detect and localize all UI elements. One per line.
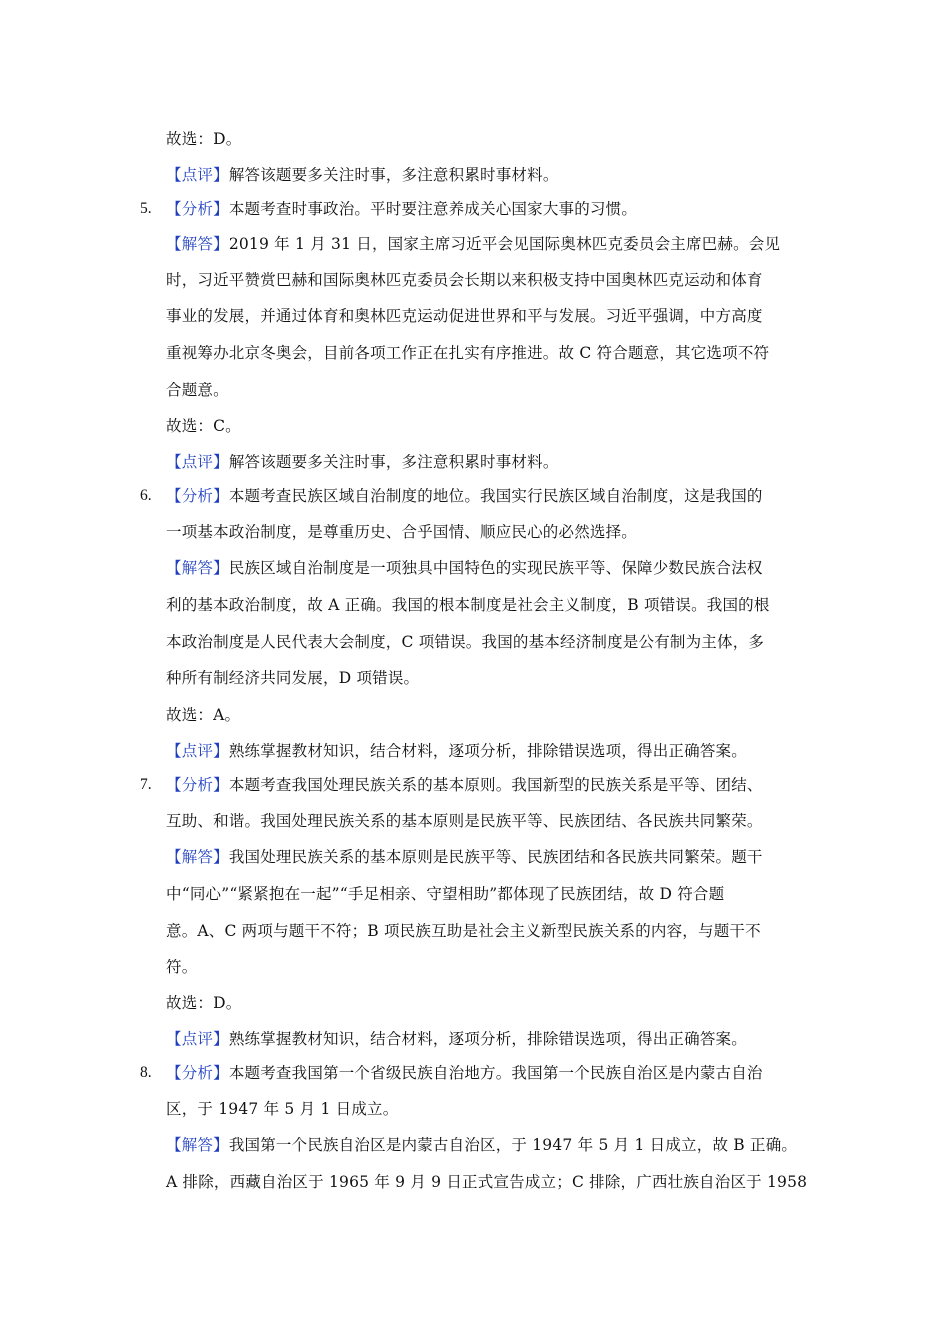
line-text: 互助、和谐。我国处理民族关系的基本原则是民族平等、民族团结、各民族共同繁荣。 — [166, 812, 763, 830]
text-line — [166, 452, 559, 472]
line-text: 2019 年 1 月 31 日，国家主席习近平会见国际奥林匹克委员会主席巴赫。会见 — [228, 235, 781, 253]
question-number: 7. — [140, 776, 152, 793]
line-text: 利的基本政治制度，故 A 正确。我国的根本制度是社会主义制度，B 项错误。我国的根 — [166, 596, 770, 614]
line-text: 本政治制度是人民代表大会制度，C 项错误。我国的基本经济制度是公有制为主体，多 — [166, 633, 765, 651]
text-line — [166, 380, 229, 400]
section-tag: 【分析】 — [166, 487, 229, 505]
line-text: 本题考查时事政治。平时要注意养成关心国家大事的习惯。 — [228, 200, 638, 218]
text-line — [166, 775, 763, 795]
line-text: 事业的发展，并通过体育和奥林匹克运动促进世界和平与发展。习近平强调，中方高度 — [166, 307, 763, 325]
section-tag: 【分析】 — [166, 776, 229, 794]
line-text: 民族区域自治制度是一项独具中国特色的实现民族平等、保障少数民族合法权 — [228, 559, 763, 577]
line-text: 故选：D。 — [166, 130, 242, 148]
text-line — [166, 1063, 763, 1083]
text-line — [166, 705, 240, 725]
section-tag: 【解答】 — [166, 1136, 229, 1154]
line-text: 我国第一个民族自治区是内蒙古自治区，于 1947 年 5 月 1 日成立，故 B 正确。 — [228, 1136, 798, 1154]
line-text: 熟练掌握教材知识，结合材料，逐项分析，排除错误选项，得出正确答案。 — [228, 742, 747, 760]
section-tag: 【分析】 — [166, 1064, 229, 1082]
line-text: 我国处理民族关系的基本原则是民族平等、民族团结和各民族共同繁荣。题干 — [228, 848, 763, 866]
text-line — [166, 129, 241, 149]
text-line — [166, 1135, 797, 1155]
line-text: 区，于 1947 年 5 月 1 日成立。 — [166, 1100, 399, 1118]
line-text: 中“同心”“紧紧抱在一起”“手足相亲、守望相助”都体现了民族团结，故 D 符合题 — [166, 885, 725, 903]
text-line — [166, 165, 559, 185]
text-line — [166, 343, 769, 363]
text-line — [166, 270, 763, 290]
section-tag: 【解答】 — [166, 235, 229, 253]
line-text: 时，习近平赞赏巴赫和国际奥林匹克委员会长期以来积极支持中国奥林匹克运动和体育 — [166, 271, 763, 289]
section-tag: 【点评】 — [166, 453, 229, 471]
question-number: 8. — [140, 1064, 152, 1081]
line-text: 种所有制经济共同发展，D 项错误。 — [166, 669, 420, 687]
line-text: 解答该题要多关注时事，多注意积累时事材料。 — [228, 166, 559, 184]
line-text: 本题考查民族区域自治制度的地位。我国实行民族区域自治制度，这是我国的 — [228, 487, 763, 505]
text-line — [166, 234, 780, 254]
line-text: 符。 — [166, 958, 198, 976]
text-line — [166, 1172, 807, 1192]
text-line — [166, 847, 763, 867]
text-line — [166, 306, 763, 326]
line-text: 熟练掌握教材知识，结合材料，逐项分析，排除错误选项，得出正确答案。 — [228, 1030, 747, 1048]
section-tag: 【解答】 — [166, 848, 229, 866]
text-line — [166, 558, 763, 578]
line-text: 解答该题要多关注时事，多注意积累时事材料。 — [228, 453, 559, 471]
line-text: 意。A、C 两项与题干不符；B 项民族互助是社会主义新型民族关系的内容，与题干不 — [166, 922, 761, 940]
text-line — [166, 1029, 747, 1049]
section-tag: 【点评】 — [166, 166, 229, 184]
line-text: 本题考查我国处理民族关系的基本原则。我国新型的民族关系是平等、团结、 — [228, 776, 763, 794]
text-line — [166, 668, 419, 688]
line-text: 本题考查我国第一个省级民族自治地方。我国第一个民族自治区是内蒙古自治 — [228, 1064, 763, 1082]
text-line — [166, 486, 763, 506]
line-text: 重视筹办北京冬奥会，目前各项工作正在扎实有序推进。故 C 符合题意，其它选项不符 — [166, 344, 770, 362]
text-line — [166, 957, 197, 977]
text-line — [166, 632, 764, 652]
text-line — [166, 921, 761, 941]
section-tag: 【解答】 — [166, 559, 229, 577]
line-text: A 排除，西藏自治区于 1965 年 9 月 9 日正式宣告成立；C 排除，广西壮族自治区于 1958 — [166, 1173, 808, 1191]
section-tag: 【点评】 — [166, 1030, 229, 1048]
text-line — [166, 884, 724, 904]
text-line — [166, 595, 770, 615]
text-line — [166, 1099, 398, 1119]
text-line — [166, 811, 763, 831]
line-text: 故选：D。 — [166, 994, 242, 1012]
question-number: 5. — [140, 200, 152, 217]
text-line — [166, 741, 747, 761]
line-text: 一项基本政治制度，是尊重历史、合乎国情、顺应民心的必然选择。 — [166, 523, 638, 541]
section-tag: 【分析】 — [166, 200, 229, 218]
question-number: 6. — [140, 487, 152, 504]
line-text: 合题意。 — [166, 381, 229, 399]
text-line — [166, 199, 637, 219]
section-tag: 【点评】 — [166, 742, 229, 760]
line-text: 故选：C。 — [166, 417, 241, 435]
text-line — [166, 993, 241, 1013]
line-text: 故选：A。 — [166, 706, 241, 724]
text-line — [166, 416, 241, 436]
text-line — [166, 522, 637, 542]
